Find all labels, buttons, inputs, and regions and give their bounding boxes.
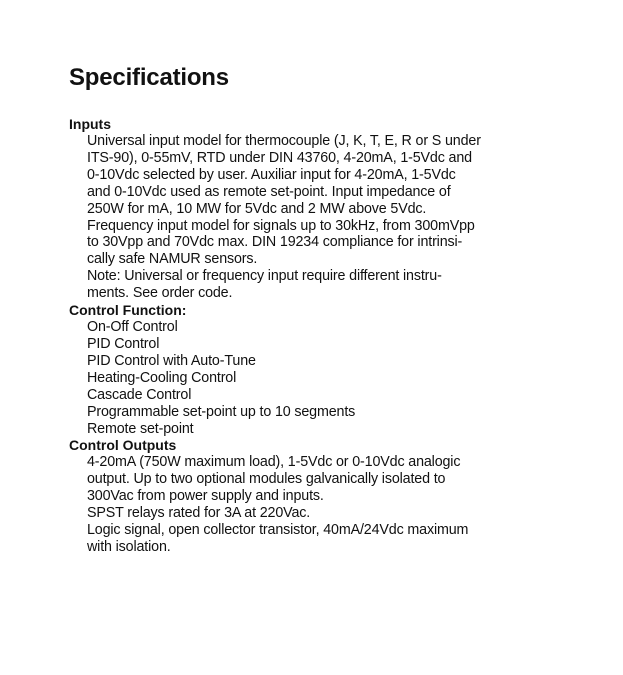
text-line: and 0-10Vdc used as remote set-point. Input impedance of (87, 183, 451, 200)
text-line: cally safe NAMUR sensors. (87, 251, 258, 268)
text-line: 250W for mA, 10 MW for 5Vdc and 2 MW above 5Vdc. (87, 200, 427, 217)
list-item: PID Control (87, 335, 160, 352)
text-line: SPST relays rated for 3A at 220Vac. (87, 505, 311, 522)
text-line: 4-20mA (750W maximum load), 1-5Vdc or 0-10Vdc analogic (87, 454, 461, 471)
text-line: Note: Universal or frequency input require different instru- (87, 268, 442, 285)
section-heading-control-function: Control Function: (69, 302, 187, 319)
section-control-outputs (69, 437, 539, 555)
list-item: Programmable set-point up to 10 segments (87, 403, 356, 420)
control-function-list (87, 319, 539, 437)
list-item: On-Off Control (87, 319, 178, 336)
text-line: 0-10Vdc selected by user. Auxiliar input for 4-20mA, 1-5Vdc (87, 166, 456, 183)
text-line: ITS-90), 0-55mV, RTD under DIN 43760, 4-20mA, 1-5Vdc and (87, 149, 472, 166)
section-heading-control-outputs: Control Outputs (69, 437, 177, 454)
text-line: ments. See order code. (87, 285, 233, 302)
text-line: Logic signal, open collector transistor, 40mA/24Vdc maximum (87, 522, 469, 539)
section-heading-inputs: Inputs (69, 116, 111, 132)
page-title: Specifications (69, 64, 229, 91)
section-inputs (69, 116, 539, 302)
text-line: to 30Vpp and 70Vdc max. DIN 19234 compliance for intrinsi- (87, 234, 463, 251)
list-item: Heating-Cooling Control (87, 369, 237, 386)
control-outputs-paragraph (87, 454, 539, 555)
spec-content (69, 116, 539, 556)
list-item: PID Control with Auto-Tune (87, 352, 256, 369)
list-item: Remote set-point (87, 420, 194, 437)
text-line: Frequency input model for signals up to 30kHz, from 300mVpp (87, 217, 475, 234)
inputs-paragraph (87, 133, 539, 302)
list-item: Cascade Control (87, 386, 192, 403)
text-line: Universal input model for thermocouple (J, K, T, E, R or S under (87, 133, 481, 149)
text-line: 300Vac from power supply and inputs. (87, 488, 324, 505)
section-control-function (69, 302, 539, 437)
text-line: with isolation. (87, 538, 171, 555)
text-line: output. Up to two optional modules galvanically isolated to (87, 471, 446, 488)
